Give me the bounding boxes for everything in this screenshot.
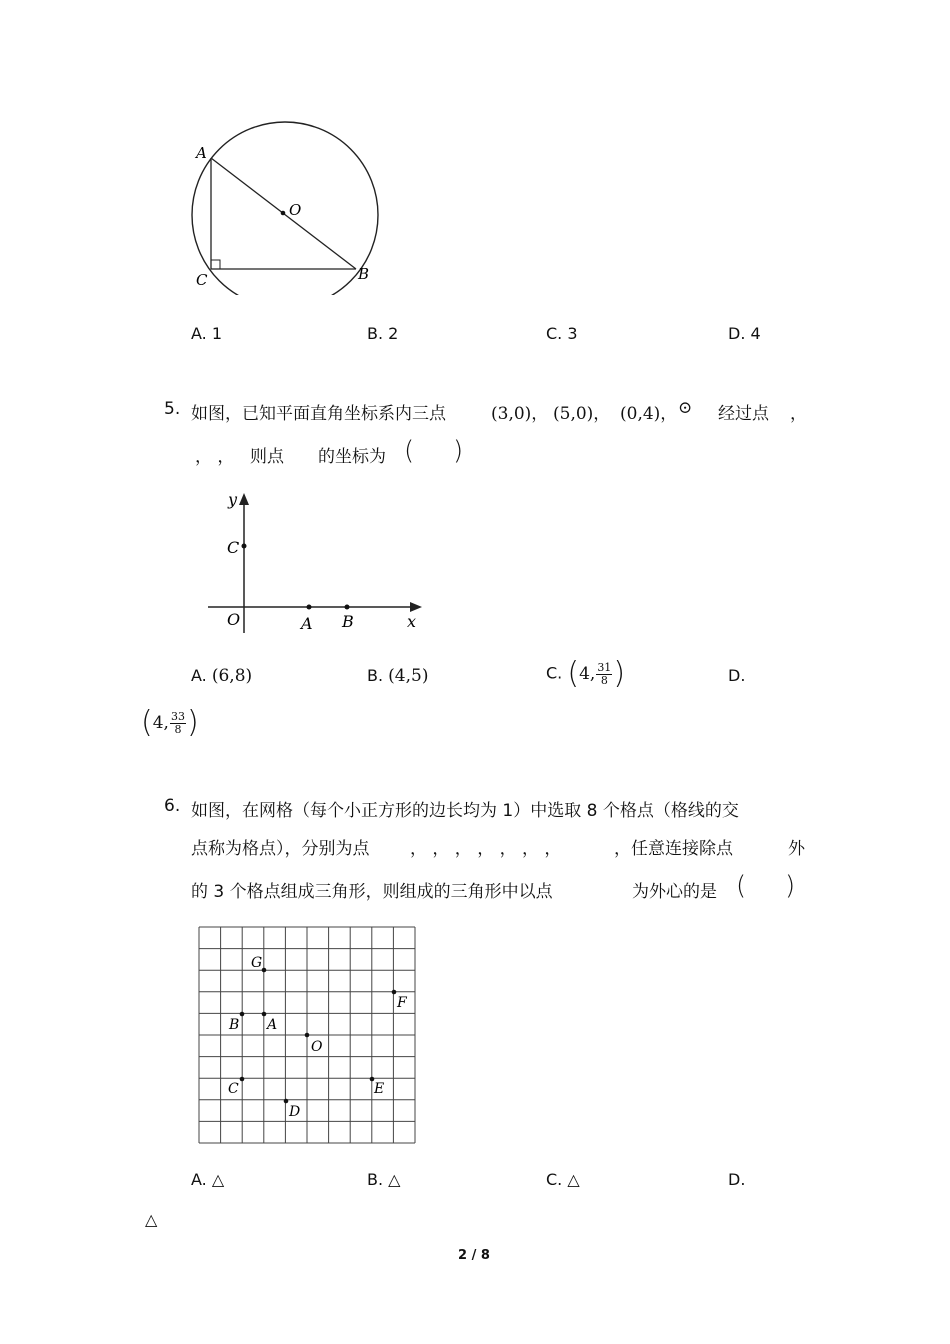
option-letter: B. bbox=[367, 324, 384, 343]
q6-stem-line3-end: 为外心的是 bbox=[632, 882, 717, 902]
option-letter: C. bbox=[546, 663, 563, 683]
fraction-denominator: 8 bbox=[600, 673, 608, 687]
q4-point-O bbox=[281, 211, 286, 216]
fraction-numerator: 31 bbox=[597, 660, 612, 674]
option-letter: A. bbox=[191, 1170, 207, 1189]
q6-option-d-wrap[interactable]: △ bbox=[145, 1210, 158, 1229]
q6-stem-line2-start: 点称为格点），分别为点 bbox=[191, 839, 370, 859]
q6-point-C bbox=[240, 1077, 245, 1082]
q5-circle-symbol: ⊙ bbox=[678, 398, 693, 418]
q5-label-A: A bbox=[301, 614, 313, 633]
q6-label-F: F bbox=[397, 995, 407, 1011]
q6-point-B bbox=[240, 1012, 245, 1017]
q6-point-F bbox=[392, 990, 397, 995]
q6-label-E: E bbox=[374, 1081, 385, 1097]
q6-label-D: D bbox=[289, 1104, 301, 1120]
q6-label-B: B bbox=[229, 1017, 240, 1033]
q6-point-O bbox=[305, 1033, 310, 1038]
q6-point-A bbox=[262, 1012, 267, 1017]
q6-figure bbox=[195, 923, 421, 1151]
option-value-int: 4, bbox=[579, 664, 596, 684]
q5-stem-line2-commas: ， ， bbox=[195, 447, 235, 467]
q6-label-C: C bbox=[228, 1081, 239, 1097]
option-value: (4,5) bbox=[388, 666, 429, 686]
option-letter: D. bbox=[728, 666, 746, 685]
q6-point-G bbox=[262, 968, 267, 973]
q5-label-y: y bbox=[228, 490, 238, 509]
q5-stem-line1-tail: 经过点 bbox=[718, 404, 769, 424]
q4-label-B: B bbox=[358, 265, 370, 283]
option-letter: C. bbox=[546, 324, 563, 343]
q6-answer-paren-close[interactable]: ) bbox=[785, 871, 796, 901]
option-letter: B. bbox=[367, 666, 384, 685]
q4-option-b[interactable] bbox=[367, 324, 398, 343]
q5-stem-line2-text2: 的坐标为 bbox=[318, 447, 386, 467]
q5-label-O: O bbox=[227, 610, 241, 629]
q6-stem-line3: 的 3 个格点组成三角形，则组成的三角形中以点 bbox=[191, 882, 553, 902]
q5-coord-3: (0,4)， bbox=[620, 404, 678, 424]
q6-number: 6. bbox=[164, 796, 181, 816]
option-fraction bbox=[170, 711, 186, 736]
q5-option-b[interactable] bbox=[367, 666, 428, 686]
q5-point-C bbox=[242, 544, 247, 549]
q5-answer-paren-close[interactable]: ) bbox=[453, 436, 464, 466]
paren-close: ) bbox=[186, 705, 199, 740]
q4-option-c[interactable] bbox=[546, 324, 578, 343]
option-letter: A. bbox=[191, 324, 207, 343]
q5-label-B: B bbox=[342, 612, 354, 631]
option-letter: A. bbox=[191, 666, 207, 685]
q6-point-D bbox=[284, 1099, 289, 1104]
option-value: 1 bbox=[211, 324, 223, 343]
q5-stem-line1-comma: ， bbox=[790, 404, 807, 424]
paren-close: ) bbox=[613, 656, 626, 691]
option-letter: C. bbox=[546, 1170, 563, 1189]
q5-stem-line1: 如图，已知平面直角坐标系内三点 bbox=[191, 404, 446, 424]
q5-figure bbox=[200, 485, 440, 640]
q6-label-O: O bbox=[311, 1039, 323, 1055]
q6-option-a[interactable] bbox=[191, 1170, 224, 1189]
q5-option-d-value[interactable] bbox=[141, 705, 199, 740]
q6-option-b[interactable] bbox=[367, 1170, 400, 1189]
q5-option-d[interactable] bbox=[728, 666, 745, 685]
q5-stem-line2-text: 则点 bbox=[250, 447, 284, 467]
q5-label-x: x bbox=[407, 612, 417, 631]
fraction-denominator: 8 bbox=[174, 722, 182, 736]
q5-answer-paren-open[interactable]: ( bbox=[404, 436, 415, 466]
q5-point-A bbox=[307, 605, 312, 610]
q6-stem-line2-commas: ， ， ， ， ， ， ， bbox=[410, 839, 562, 859]
option-letter: D. bbox=[728, 1170, 746, 1189]
q4-label-A: A bbox=[196, 144, 207, 162]
q4-label-C: C bbox=[196, 271, 208, 289]
paren-open: ( bbox=[567, 656, 580, 691]
q4-right-angle-mark bbox=[211, 260, 220, 269]
q6-answer-paren-open[interactable]: ( bbox=[736, 871, 747, 901]
q5-option-c[interactable] bbox=[546, 656, 626, 691]
option-value: (6,8) bbox=[211, 666, 253, 686]
option-value: △ bbox=[388, 1170, 401, 1189]
q4-figure bbox=[185, 115, 395, 295]
q6-stem-line2-tail: 外 bbox=[788, 839, 805, 859]
q5-point-B bbox=[345, 605, 350, 610]
q5-y-axis-arrow bbox=[239, 493, 249, 505]
q4-option-d[interactable] bbox=[728, 324, 761, 343]
option-value: △ bbox=[211, 1170, 225, 1189]
option-fraction bbox=[596, 662, 612, 687]
option-letter: D. bbox=[728, 324, 746, 343]
option-value-int: 4, bbox=[152, 713, 169, 733]
q6-option-d[interactable] bbox=[728, 1170, 745, 1189]
q5-coord-2: (5,0)， bbox=[553, 404, 611, 424]
q5-number: 5. bbox=[164, 399, 181, 419]
q4-option-a[interactable] bbox=[191, 324, 222, 343]
q6-stem-line2-end: ，任意连接除点 bbox=[614, 839, 733, 859]
fraction-numerator: 33 bbox=[170, 709, 185, 723]
q4-label-O: O bbox=[289, 201, 302, 219]
q6-label-G: G bbox=[251, 955, 263, 971]
q5-coord-1: (3,0)， bbox=[491, 404, 549, 424]
option-value: 4 bbox=[750, 324, 761, 343]
q5-x-axis-arrow bbox=[410, 602, 422, 612]
page-number: 2 / 8 bbox=[458, 1248, 490, 1263]
q6-stem-line1: 如图，在网格（每个小正方形的边长均为 1）中选取 8 个格点（格线的交 bbox=[191, 801, 739, 821]
paren-open: ( bbox=[141, 705, 153, 740]
option-value: △ bbox=[567, 1170, 580, 1189]
option-value: 3 bbox=[567, 324, 578, 343]
option-letter: B. bbox=[367, 1170, 384, 1189]
q6-label-A: A bbox=[267, 1017, 278, 1033]
q5-option-a[interactable] bbox=[191, 666, 252, 686]
q5-label-C: C bbox=[227, 538, 240, 557]
option-value: 2 bbox=[388, 324, 399, 343]
q6-option-c[interactable] bbox=[546, 1170, 580, 1189]
